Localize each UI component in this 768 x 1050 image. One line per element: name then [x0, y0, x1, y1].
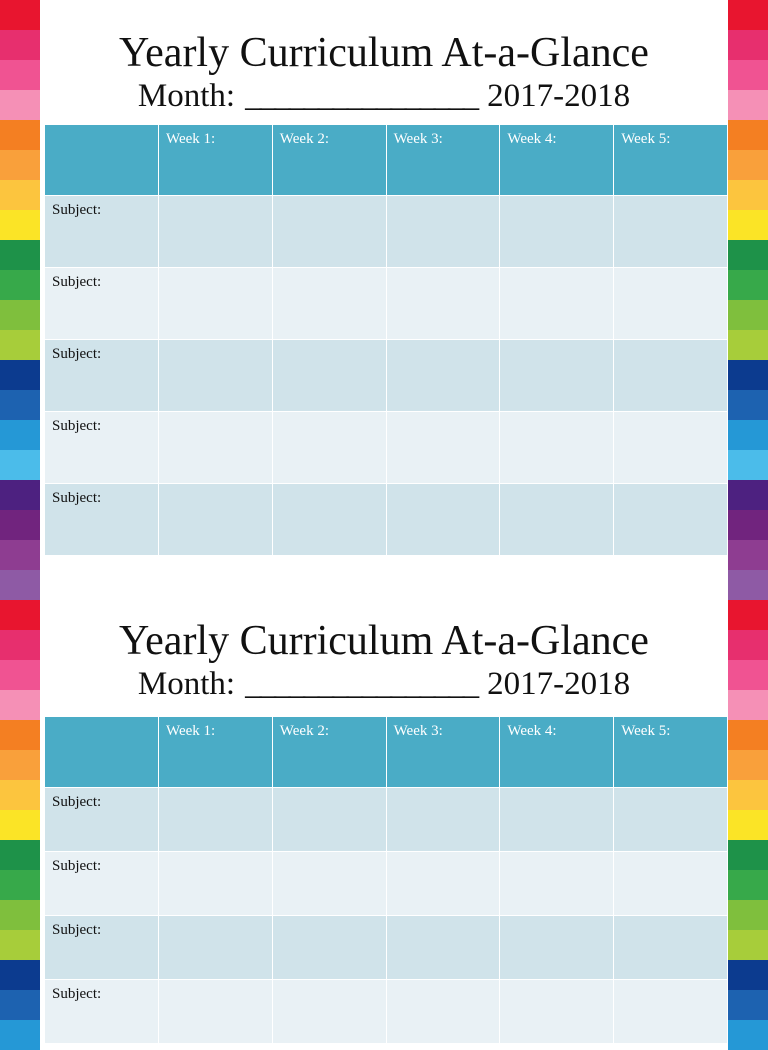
rainbow-stripe	[0, 30, 40, 60]
table-row	[45, 980, 728, 1044]
rainbow-border-left	[0, 0, 40, 1024]
rainbow-stripe	[728, 630, 768, 660]
rainbow-stripe	[728, 690, 768, 720]
plan-cell[interactable]	[272, 852, 386, 916]
subject-label: Subject:	[45, 484, 159, 556]
rainbow-stripe	[728, 240, 768, 270]
plan-cell[interactable]	[386, 852, 500, 916]
rainbow-stripe	[0, 150, 40, 180]
rainbow-stripe	[728, 180, 768, 210]
rainbow-stripe	[0, 60, 40, 90]
rainbow-stripe	[0, 1020, 40, 1050]
rainbow-stripe	[0, 840, 40, 870]
rainbow-stripe	[728, 420, 768, 450]
rainbow-stripe	[0, 480, 40, 510]
rainbow-stripe	[728, 150, 768, 180]
plan-cell[interactable]	[159, 852, 273, 916]
sheet-title: Yearly Curriculum At-a-Glance	[119, 30, 649, 76]
rainbow-stripe	[0, 540, 40, 570]
rainbow-stripe	[728, 780, 768, 810]
plan-cell[interactable]	[159, 484, 273, 556]
rainbow-stripe	[0, 690, 40, 720]
plan-cell[interactable]	[386, 788, 500, 852]
rainbow-stripe	[0, 930, 40, 960]
plan-cell[interactable]	[614, 788, 728, 852]
rainbow-stripe	[0, 720, 40, 750]
plan-cell[interactable]	[159, 412, 273, 484]
rainbow-stripe	[0, 600, 40, 630]
rainbow-stripe	[0, 390, 40, 420]
month-line	[40, 660, 728, 708]
table-row	[45, 268, 728, 340]
rainbow-stripe	[0, 510, 40, 540]
plan-cell[interactable]	[500, 340, 614, 412]
plan-cell[interactable]	[159, 916, 273, 980]
corner-cell	[45, 125, 159, 196]
plan-cell[interactable]	[614, 268, 728, 340]
plan-cell[interactable]	[614, 484, 728, 556]
plan-cell[interactable]	[272, 412, 386, 484]
subject-label: Subject:	[45, 268, 159, 340]
rainbow-stripe	[728, 450, 768, 480]
rainbow-stripe	[728, 330, 768, 360]
week-header-row	[45, 717, 728, 788]
plan-cell[interactable]	[614, 412, 728, 484]
rainbow-stripe	[728, 600, 768, 630]
plan-cell[interactable]	[159, 196, 273, 268]
plan-cell[interactable]	[159, 268, 273, 340]
plan-cell[interactable]	[386, 916, 500, 980]
rainbow-stripe	[728, 870, 768, 900]
week-header: Week 4:	[500, 717, 614, 788]
rainbow-stripe	[728, 930, 768, 960]
plan-cell[interactable]	[500, 412, 614, 484]
rainbow-stripe	[728, 840, 768, 870]
subject-label: Subject:	[45, 196, 159, 268]
plan-cell[interactable]	[500, 268, 614, 340]
month-line	[40, 72, 728, 120]
rainbow-border-right	[728, 0, 768, 1024]
week-header: Week 5:	[614, 717, 728, 788]
rainbow-stripe	[728, 540, 768, 570]
month-label: Month:	[137, 77, 236, 114]
month-blank: ________________	[245, 665, 478, 702]
rainbow-stripe	[728, 300, 768, 330]
week-header: Week 2:	[272, 717, 386, 788]
subject-label: Subject:	[45, 980, 159, 1044]
rainbow-stripe	[728, 120, 768, 150]
rainbow-stripe	[0, 330, 40, 360]
rainbow-stripe	[728, 270, 768, 300]
school-year: 2017-2018	[487, 665, 631, 702]
plan-cell[interactable]	[614, 980, 728, 1044]
rainbow-stripe	[0, 300, 40, 330]
rainbow-stripe	[728, 480, 768, 510]
plan-cell[interactable]	[159, 340, 273, 412]
month-label: Month:	[137, 665, 236, 702]
plan-cell[interactable]	[272, 268, 386, 340]
rainbow-stripe	[0, 630, 40, 660]
plan-cell[interactable]	[614, 852, 728, 916]
subject-label: Subject:	[45, 916, 159, 980]
rainbow-stripe	[0, 960, 40, 990]
plan-cell[interactable]	[272, 788, 386, 852]
subject-label: Subject:	[45, 852, 159, 916]
rainbow-stripe	[728, 360, 768, 390]
rainbow-stripe	[728, 720, 768, 750]
table-row	[45, 484, 728, 556]
rainbow-stripe	[0, 780, 40, 810]
plan-cell[interactable]	[386, 980, 500, 1044]
plan-cell[interactable]	[500, 196, 614, 268]
rainbow-stripe	[728, 570, 768, 600]
rainbow-stripe	[728, 750, 768, 780]
week-header: Week 1:	[159, 125, 273, 196]
plan-cell[interactable]	[159, 788, 273, 852]
plan-cell[interactable]	[386, 412, 500, 484]
school-year: 2017-2018	[487, 77, 631, 114]
plan-cell[interactable]	[386, 340, 500, 412]
plan-cell[interactable]	[614, 340, 728, 412]
table-row	[45, 340, 728, 412]
plan-cell[interactable]	[500, 484, 614, 556]
table-row	[45, 788, 728, 852]
plan-cell[interactable]	[272, 196, 386, 268]
table-row	[45, 412, 728, 484]
rainbow-stripe	[728, 90, 768, 120]
plan-cell[interactable]	[386, 196, 500, 268]
plan-cell[interactable]	[272, 484, 386, 556]
rainbow-stripe	[0, 900, 40, 930]
subject-label: Subject:	[45, 340, 159, 412]
rainbow-stripe	[0, 750, 40, 780]
plan-cell[interactable]	[614, 916, 728, 980]
rainbow-stripe	[728, 510, 768, 540]
rainbow-stripe	[0, 120, 40, 150]
rainbow-stripe	[0, 180, 40, 210]
week-header: Week 3:	[386, 125, 500, 196]
sheet-title: Yearly Curriculum At-a-Glance	[119, 618, 649, 664]
rainbow-stripe	[0, 810, 40, 840]
plan-cell[interactable]	[500, 788, 614, 852]
table-row	[45, 852, 728, 916]
rainbow-stripe	[0, 660, 40, 690]
rainbow-stripe	[0, 570, 40, 600]
rainbow-stripe	[728, 660, 768, 690]
rainbow-stripe	[728, 60, 768, 90]
plan-cell[interactable]	[500, 852, 614, 916]
rainbow-stripe	[728, 810, 768, 840]
week-header-row	[45, 125, 728, 196]
rainbow-stripe	[728, 0, 768, 30]
week-header: Week 1:	[159, 717, 273, 788]
rainbow-stripe	[0, 360, 40, 390]
rainbow-stripe	[0, 0, 40, 30]
table-row	[45, 916, 728, 980]
rainbow-stripe	[728, 900, 768, 930]
rainbow-stripe	[728, 30, 768, 60]
week-header: Week 3:	[386, 717, 500, 788]
rainbow-stripe	[0, 420, 40, 450]
week-header: Week 2:	[272, 125, 386, 196]
week-header: Week 4:	[500, 125, 614, 196]
plan-cell[interactable]	[272, 980, 386, 1044]
rainbow-stripe	[0, 990, 40, 1020]
corner-cell	[45, 717, 159, 788]
week-header: Week 5:	[614, 125, 728, 196]
rainbow-stripe	[0, 240, 40, 270]
rainbow-stripe	[0, 870, 40, 900]
curriculum-sheet-2	[40, 588, 728, 1002]
rainbow-stripe	[728, 960, 768, 990]
subject-label: Subject:	[45, 412, 159, 484]
plan-cell[interactable]	[159, 980, 273, 1044]
plan-cell[interactable]	[500, 980, 614, 1044]
rainbow-stripe	[0, 210, 40, 240]
rainbow-stripe	[728, 210, 768, 240]
rainbow-stripe	[728, 990, 768, 1020]
rainbow-stripe	[0, 90, 40, 120]
rainbow-stripe	[0, 450, 40, 480]
curriculum-table	[44, 124, 728, 556]
plan-cell[interactable]	[386, 484, 500, 556]
rainbow-stripe	[728, 390, 768, 420]
curriculum-table	[44, 716, 728, 1044]
subject-label: Subject:	[45, 788, 159, 852]
plan-cell[interactable]	[272, 340, 386, 412]
rainbow-stripe	[0, 270, 40, 300]
month-blank: ________________	[245, 77, 478, 114]
table-row	[45, 196, 728, 268]
plan-cell[interactable]	[500, 916, 614, 980]
curriculum-sheet-1	[40, 0, 728, 506]
rainbow-stripe	[728, 1020, 768, 1050]
plan-cell[interactable]	[386, 268, 500, 340]
plan-cell[interactable]	[272, 916, 386, 980]
plan-cell[interactable]	[614, 196, 728, 268]
